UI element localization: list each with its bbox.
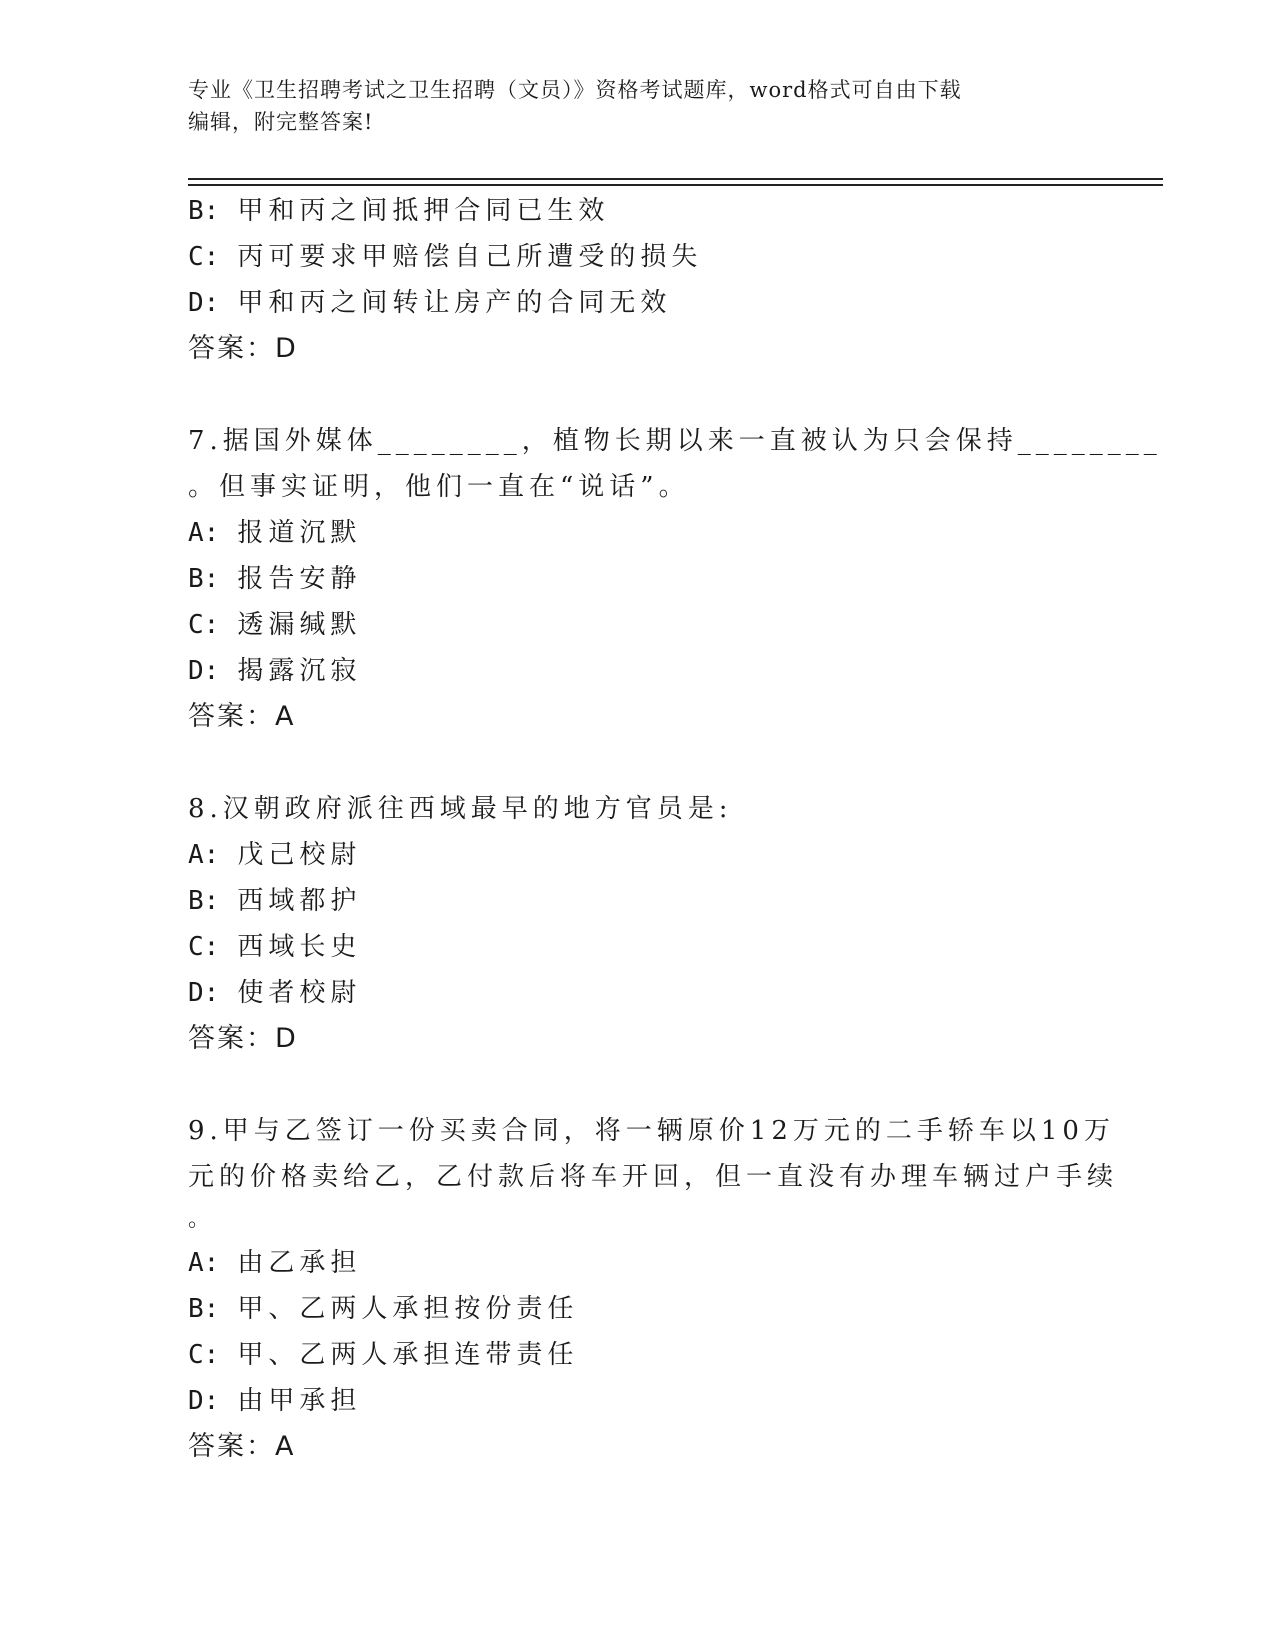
answer: 答案：D xyxy=(188,333,298,364)
answer: 答案：A xyxy=(188,701,296,732)
question-text-line: 7.据国外媒体________，植物长期以来一直被认为只会保持________ xyxy=(188,426,1162,456)
option-b: B: 甲、乙两人承担按份责任 xyxy=(188,1294,579,1324)
option-a: A: 报道沉默 xyxy=(188,518,362,548)
header-line-1: 专业《卫生招聘考试之卫生招聘（文员）》资格考试题库，word格式可自由下载 xyxy=(188,78,962,102)
option-d: D: 揭露沉寂 xyxy=(188,656,362,686)
document-header xyxy=(188,74,1088,138)
question-8 xyxy=(188,786,1068,1062)
question-text-line: 8.汉朝政府派往西域最早的地方官员是: xyxy=(188,794,733,824)
option-d: D: 由甲承担 xyxy=(188,1386,362,1416)
option-c: C: 丙可要求甲赔偿自己所遭受的损失 xyxy=(188,242,703,272)
option-b: B: 西域都护 xyxy=(188,886,362,916)
question-text-line: 。但事实证明，他们一直在“说话”。 xyxy=(188,472,690,502)
question-7 xyxy=(188,418,1162,740)
question-text-line: 元的价格卖给乙，乙付款后将车开回，但一直没有办理车辆过户手续 xyxy=(188,1162,1119,1192)
header-line-2: 编辑，附完整答案! xyxy=(188,110,374,134)
question-9 xyxy=(188,1108,1119,1470)
option-d: D: 甲和丙之间转让房产的合同无效 xyxy=(188,288,672,318)
question-text-line: 9.甲与乙签订一份买卖合同，将一辆原价12万元的二手轿车以10万 xyxy=(188,1116,1115,1146)
answer: 答案：A xyxy=(188,1431,296,1462)
header-rule-bottom xyxy=(188,184,1163,186)
option-b: B: 甲和丙之间抵押合同已生效 xyxy=(188,196,610,226)
answer: 答案：D xyxy=(188,1023,298,1054)
option-c: C: 西域长史 xyxy=(188,932,362,962)
previous-question xyxy=(188,188,1068,372)
option-b: B: 报告安静 xyxy=(188,564,362,594)
option-c: C: 甲、乙两人承担连带责任 xyxy=(188,1340,579,1370)
option-c: C: 透漏缄默 xyxy=(188,610,362,640)
option-d: D: 使者校尉 xyxy=(188,978,362,1008)
option-a: A: 戊己校尉 xyxy=(188,840,362,870)
question-content xyxy=(188,188,1162,1470)
question-text-line: 。 xyxy=(188,1207,216,1232)
header-rule-top xyxy=(188,178,1163,180)
option-a: A: 由乙承担 xyxy=(188,1248,362,1278)
